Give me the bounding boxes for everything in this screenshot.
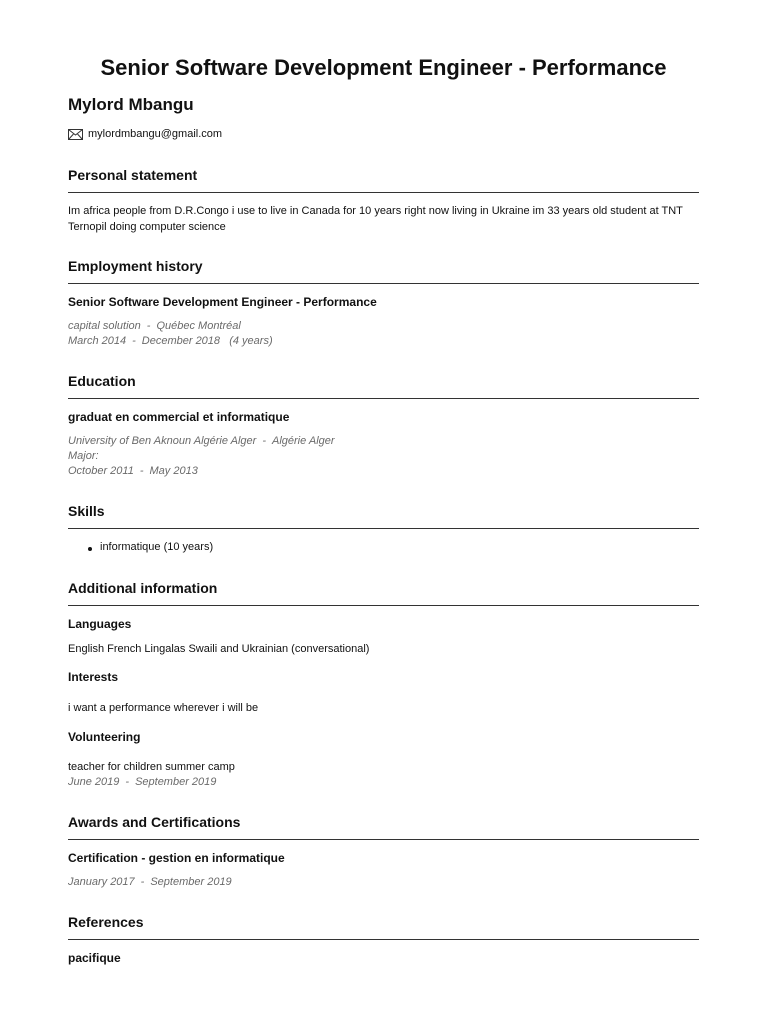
separator: - bbox=[139, 465, 144, 477]
awards-heading: Awards and Certifications bbox=[68, 814, 699, 840]
volunteering-dates bbox=[68, 775, 216, 790]
skills-list bbox=[88, 541, 213, 553]
email-row bbox=[68, 128, 222, 140]
person-name: Mylord Mbangu bbox=[68, 95, 194, 114]
award-title: Certification - gestion en informatique bbox=[68, 851, 285, 865]
languages-text: English French Lingalas Swaili and Ukrainian (conversational) bbox=[68, 643, 370, 655]
award-start: January 2017 bbox=[68, 876, 135, 888]
job-duration: (4 years) bbox=[229, 335, 273, 347]
separator: - bbox=[146, 320, 151, 332]
reference-name: pacifique bbox=[68, 951, 121, 965]
volunteering-end: September 2019 bbox=[135, 776, 217, 788]
award-dates bbox=[68, 875, 232, 890]
school-location-text: Algérie Alger bbox=[272, 435, 335, 447]
education-dates bbox=[68, 464, 198, 479]
award-end: September 2019 bbox=[150, 876, 232, 888]
personal-statement-heading: Personal statement bbox=[68, 167, 699, 193]
volunteering-start: June 2019 bbox=[68, 776, 120, 788]
separator: - bbox=[140, 876, 145, 888]
references-heading: References bbox=[68, 914, 699, 940]
additional-heading: Additional information bbox=[68, 580, 699, 606]
job-company: capital solution bbox=[68, 320, 141, 332]
interests-text: i want a performance wherever i will be bbox=[68, 702, 259, 714]
education-major: Major: bbox=[68, 450, 99, 462]
school-name: University of Ben Aknoun Algérie Alger bbox=[68, 435, 257, 447]
job-start: March 2014 bbox=[68, 335, 127, 347]
education-start: October 2011 bbox=[68, 465, 134, 477]
skill-item: informatique (10 years) bbox=[88, 541, 213, 553]
separator: - bbox=[125, 776, 130, 788]
education-end: May 2013 bbox=[149, 465, 198, 477]
envelope-icon bbox=[68, 129, 83, 140]
job-company-location bbox=[68, 319, 241, 334]
degree-title: graduat en commercial et informatique bbox=[68, 410, 290, 424]
education-heading: Education bbox=[68, 373, 699, 399]
volunteering-heading: Volunteering bbox=[68, 730, 141, 744]
school-location bbox=[68, 434, 335, 449]
languages-heading: Languages bbox=[68, 617, 132, 631]
document-title: Senior Software Development Engineer - Performance bbox=[100, 55, 667, 80]
personal-statement-text: Im africa people from D.R.Congo i use to live in Canada for 10 years right now living in Ukraine im 33 years old student at TNT Ternopil doing computer science bbox=[68, 205, 683, 233]
skills-heading: Skills bbox=[68, 503, 699, 529]
separator: - bbox=[132, 335, 136, 347]
email-address[interactable]: mylordmbangu@gmail.com bbox=[88, 128, 223, 140]
job-title: Senior Software Development Engineer - Performance bbox=[68, 295, 377, 309]
job-dates bbox=[68, 334, 273, 349]
job-end: December 2018 bbox=[141, 335, 221, 347]
separator: - bbox=[262, 435, 266, 447]
interests-heading: Interests bbox=[68, 670, 119, 684]
job-location: Québec Montréal bbox=[156, 320, 241, 332]
employment-heading: Employment history bbox=[68, 258, 699, 284]
volunteering-text: teacher for children summer camp bbox=[68, 761, 235, 773]
